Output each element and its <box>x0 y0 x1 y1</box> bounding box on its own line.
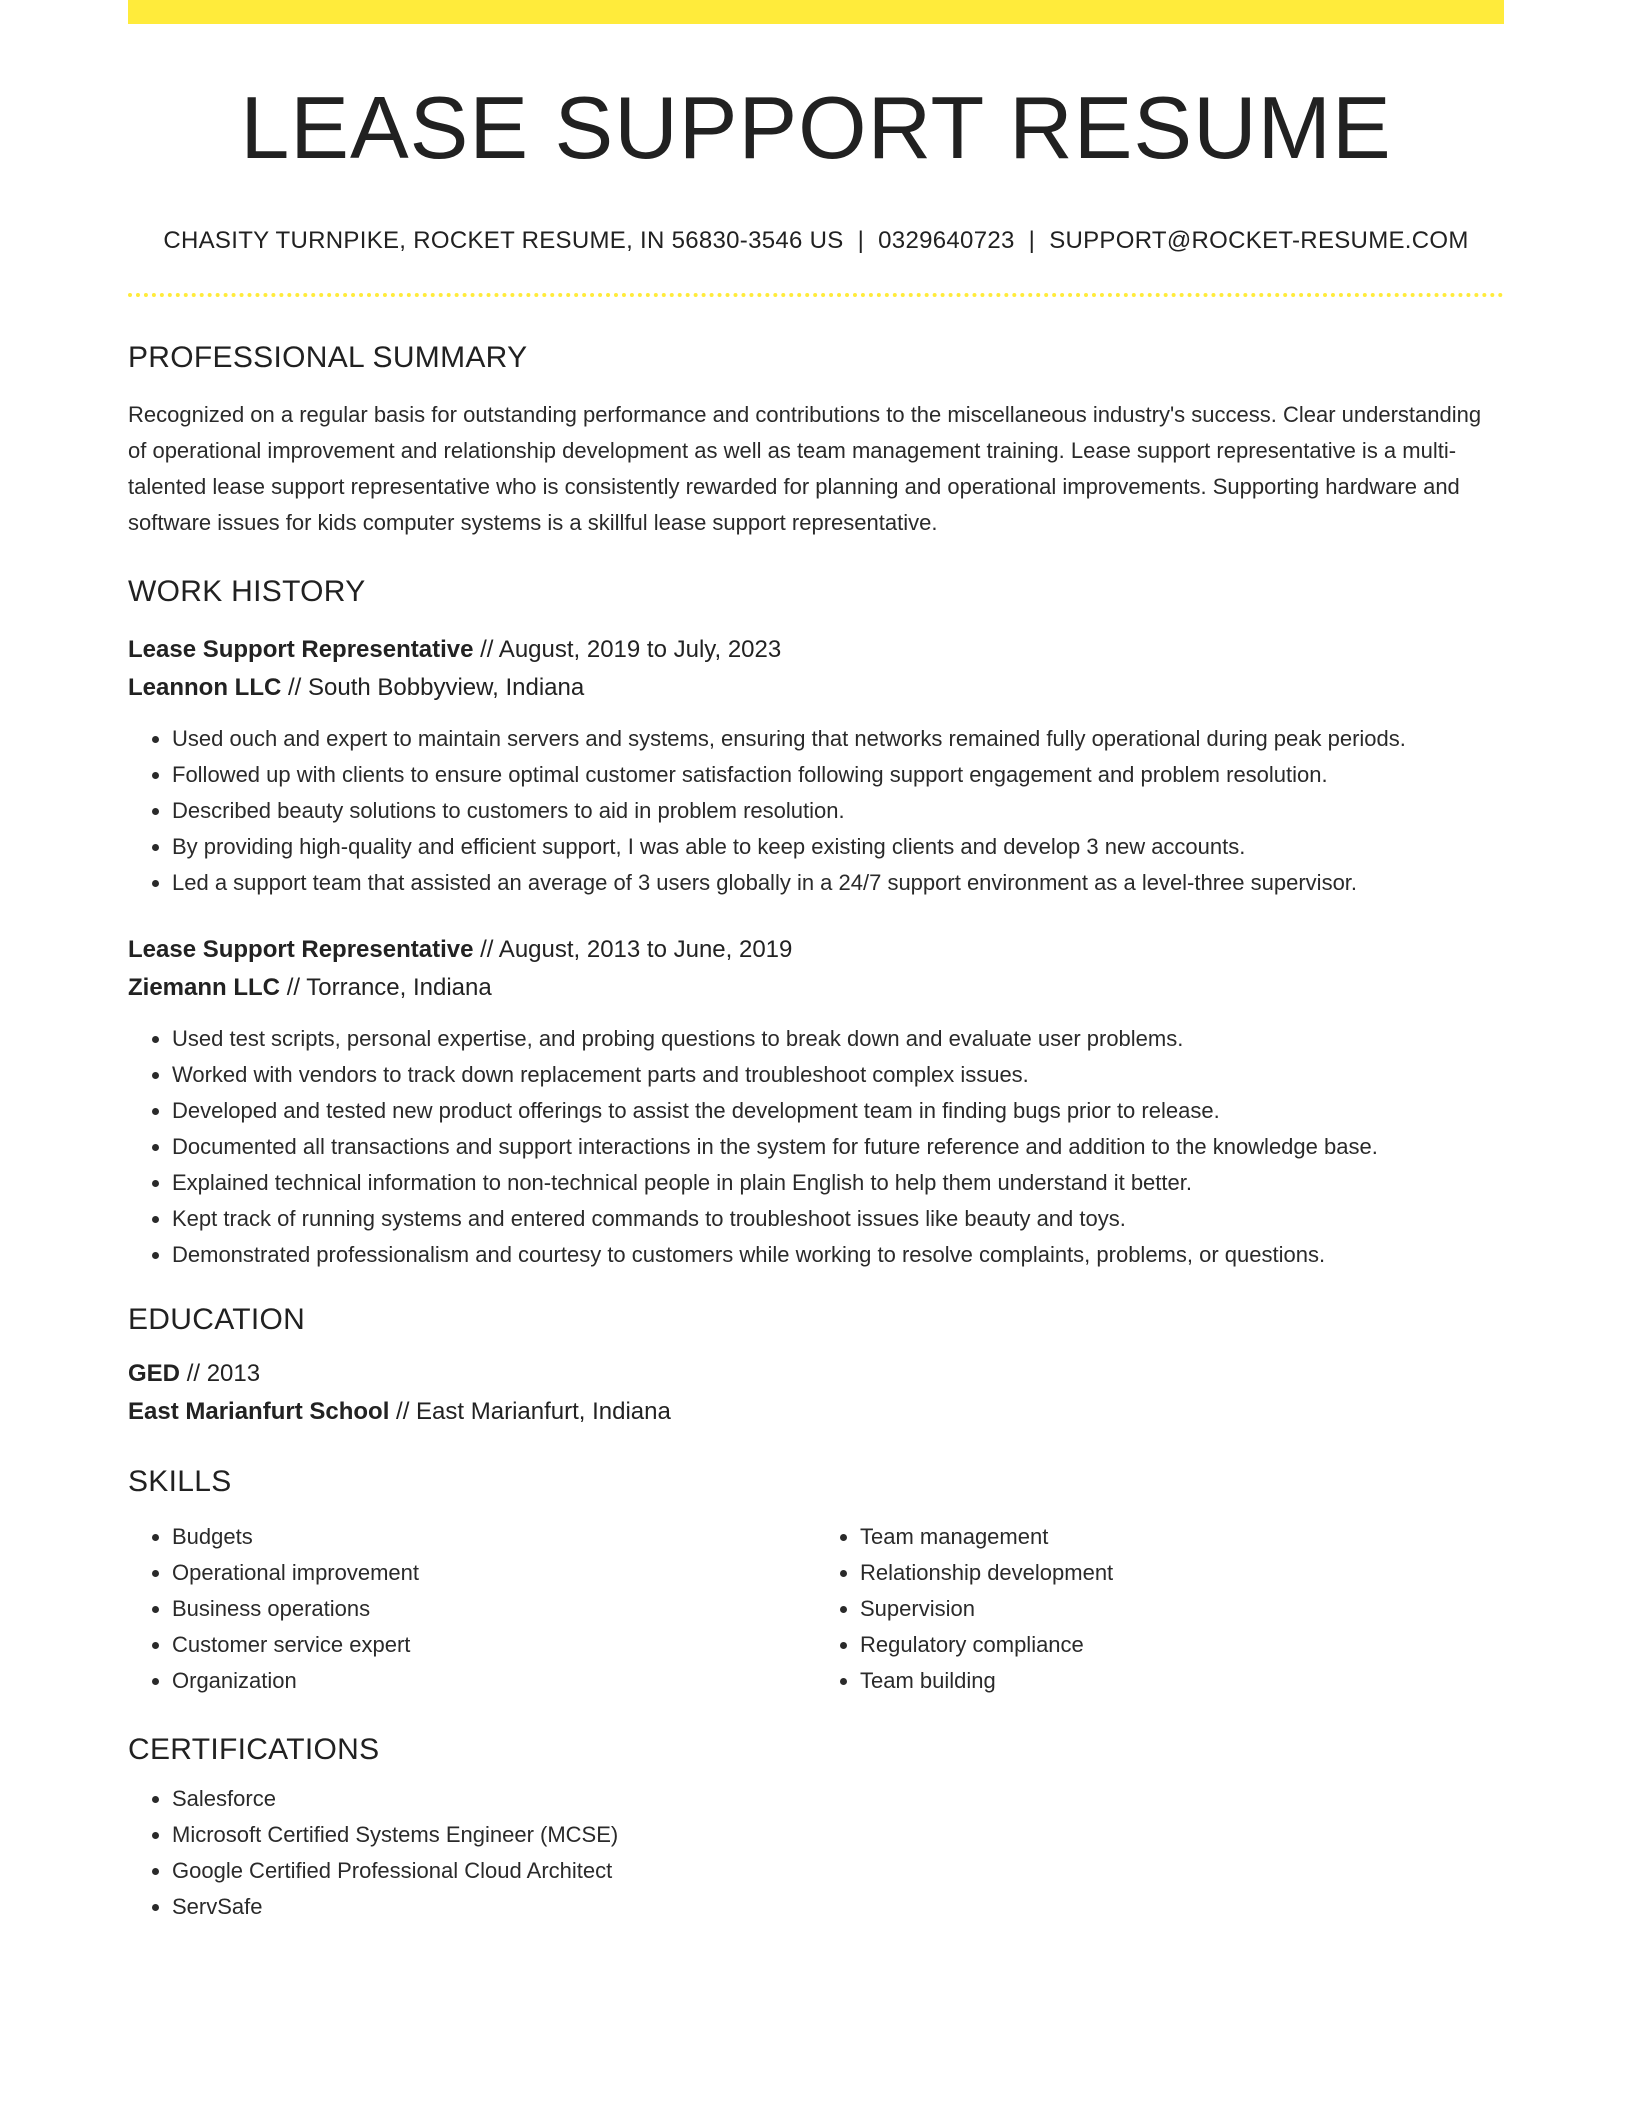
list-item: • Used ouch and expert to maintain servers and systems, ensuring that networks remained fully operational during peak periods. <box>172 721 1504 757</box>
list-item: • Google Certified Professional Cloud Architect <box>172 1853 1504 1889</box>
list-item: • Used test scripts, personal expertise, and probing questions to break down and evaluate user problems. <box>172 1021 1504 1057</box>
job-entry <box>128 631 1504 901</box>
list-item: • Demonstrated professionalism and courtesy to customers while working to resolve complaints, problems, or questions. <box>172 1237 1504 1273</box>
list-item: • Followed up with clients to ensure optimal customer satisfaction following support engagement and problem resolution. <box>172 757 1504 793</box>
job-title: Lease Support Representative <box>128 635 474 663</box>
list-item: • Team building <box>860 1663 1504 1699</box>
list-item: • Customer service expert <box>172 1627 816 1663</box>
job-bullets <box>128 721 1504 901</box>
job-company: Ziemann LLC <box>128 973 281 1001</box>
list-item: • Explained technical information to non-technical people in plain English to help them understand it better. <box>172 1165 1504 1201</box>
job-company-line <box>128 969 1504 1007</box>
list-item: • Worked with vendors to track down replacement parts and troubleshoot complex issues. <box>172 1057 1504 1093</box>
list-item: • Salesforce <box>172 1781 1504 1817</box>
contact-separator: | <box>1028 226 1036 254</box>
list-item: • Led a support team that assisted an average of 3 users globally in a 24/7 support environment as a level-three supervisor. <box>172 865 1504 901</box>
contact-email: SUPPORT@ROCKET-RESUME.COM <box>1049 226 1469 254</box>
job-entry <box>128 931 1504 1273</box>
school-name: East Marianfurt School <box>128 1397 390 1425</box>
list-item: • Budgets <box>172 1519 816 1555</box>
education-heading: EDUCATION <box>128 1302 306 1336</box>
summary-heading: PROFESSIONAL SUMMARY <box>128 340 528 374</box>
skills-heading: SKILLS <box>128 1464 232 1498</box>
education-entry <box>128 1355 1504 1431</box>
list-item: • Operational improvement <box>172 1555 816 1591</box>
top-accent-bar <box>128 0 1504 24</box>
contact-phone: 0329640723 <box>878 226 1015 254</box>
skills-columns <box>128 1519 1504 1699</box>
list-item: • Microsoft Certified Systems Engineer (MCSE) <box>172 1817 1504 1853</box>
resume-page <box>128 0 1504 1925</box>
education-year: // 2013 <box>186 1359 261 1387</box>
list-item: • Developed and tested new product offerings to assist the development team in finding bugs prior to release. <box>172 1093 1504 1129</box>
certifications-list <box>128 1781 1504 1925</box>
job-company: Leannon LLC <box>128 673 282 701</box>
job-location: // Torrance, Indiana <box>286 973 492 1001</box>
document-title: LEASE SUPPORT RESUME <box>240 78 1392 177</box>
dotted-divider <box>128 293 1504 297</box>
list-item: • Kept track of running systems and entered commands to troubleshoot issues like beauty and toys. <box>172 1201 1504 1237</box>
list-item: • Regulatory compliance <box>860 1627 1504 1663</box>
school-line <box>128 1393 1504 1431</box>
job-company-line <box>128 669 1504 707</box>
degree: GED <box>128 1359 181 1387</box>
contact-separator: | <box>857 226 865 254</box>
list-item: • By providing high-quality and efficient support, I was able to keep existing clients and develop 3 new accounts. <box>172 829 1504 865</box>
list-item: • Described beauty solutions to customers to aid in problem resolution. <box>172 793 1504 829</box>
job-title-line <box>128 931 1504 969</box>
list-item: • Business operations <box>172 1591 816 1627</box>
degree-line <box>128 1355 1504 1393</box>
contact-line <box>128 227 1504 255</box>
list-item: • Team management <box>860 1519 1504 1555</box>
skills-right-list <box>816 1519 1504 1699</box>
job-bullets <box>128 1021 1504 1273</box>
list-item: • Organization <box>172 1663 816 1699</box>
skills-left-list <box>128 1519 816 1699</box>
summary-text: Recognized on a regular basis for outstanding performance and contributions to the miscellaneous industry's success. Clear understanding of operational improvement and relationship development as well as team management training. Lease support representative is a multi-talented lease support representative who is consistently rewarded for planning and operational improvements. Supporting hardware and software issues for kids computer systems is a skillful lease support representative. <box>128 401 1482 535</box>
job-dates: // August, 2013 to June, 2019 <box>480 935 793 963</box>
list-item: • Supervision <box>860 1591 1504 1627</box>
list-item: • Documented all transactions and support interactions in the system for future reference and addition to the knowledge base. <box>172 1129 1504 1165</box>
job-title: Lease Support Representative <box>128 935 474 963</box>
school-location: // East Marianfurt, Indiana <box>396 1397 671 1425</box>
contact-address: CHASITY TURNPIKE, ROCKET RESUME, IN 56830-3546 US <box>163 226 844 254</box>
work-history-heading: WORK HISTORY <box>128 574 366 608</box>
job-dates: // August, 2019 to July, 2023 <box>480 635 782 663</box>
job-location: // South Bobbyview, Indiana <box>288 673 585 701</box>
job-title-line <box>128 631 1504 669</box>
certifications-heading: CERTIFICATIONS <box>128 1732 380 1766</box>
list-item: • Relationship development <box>860 1555 1504 1591</box>
list-item: • ServSafe <box>172 1889 1504 1925</box>
